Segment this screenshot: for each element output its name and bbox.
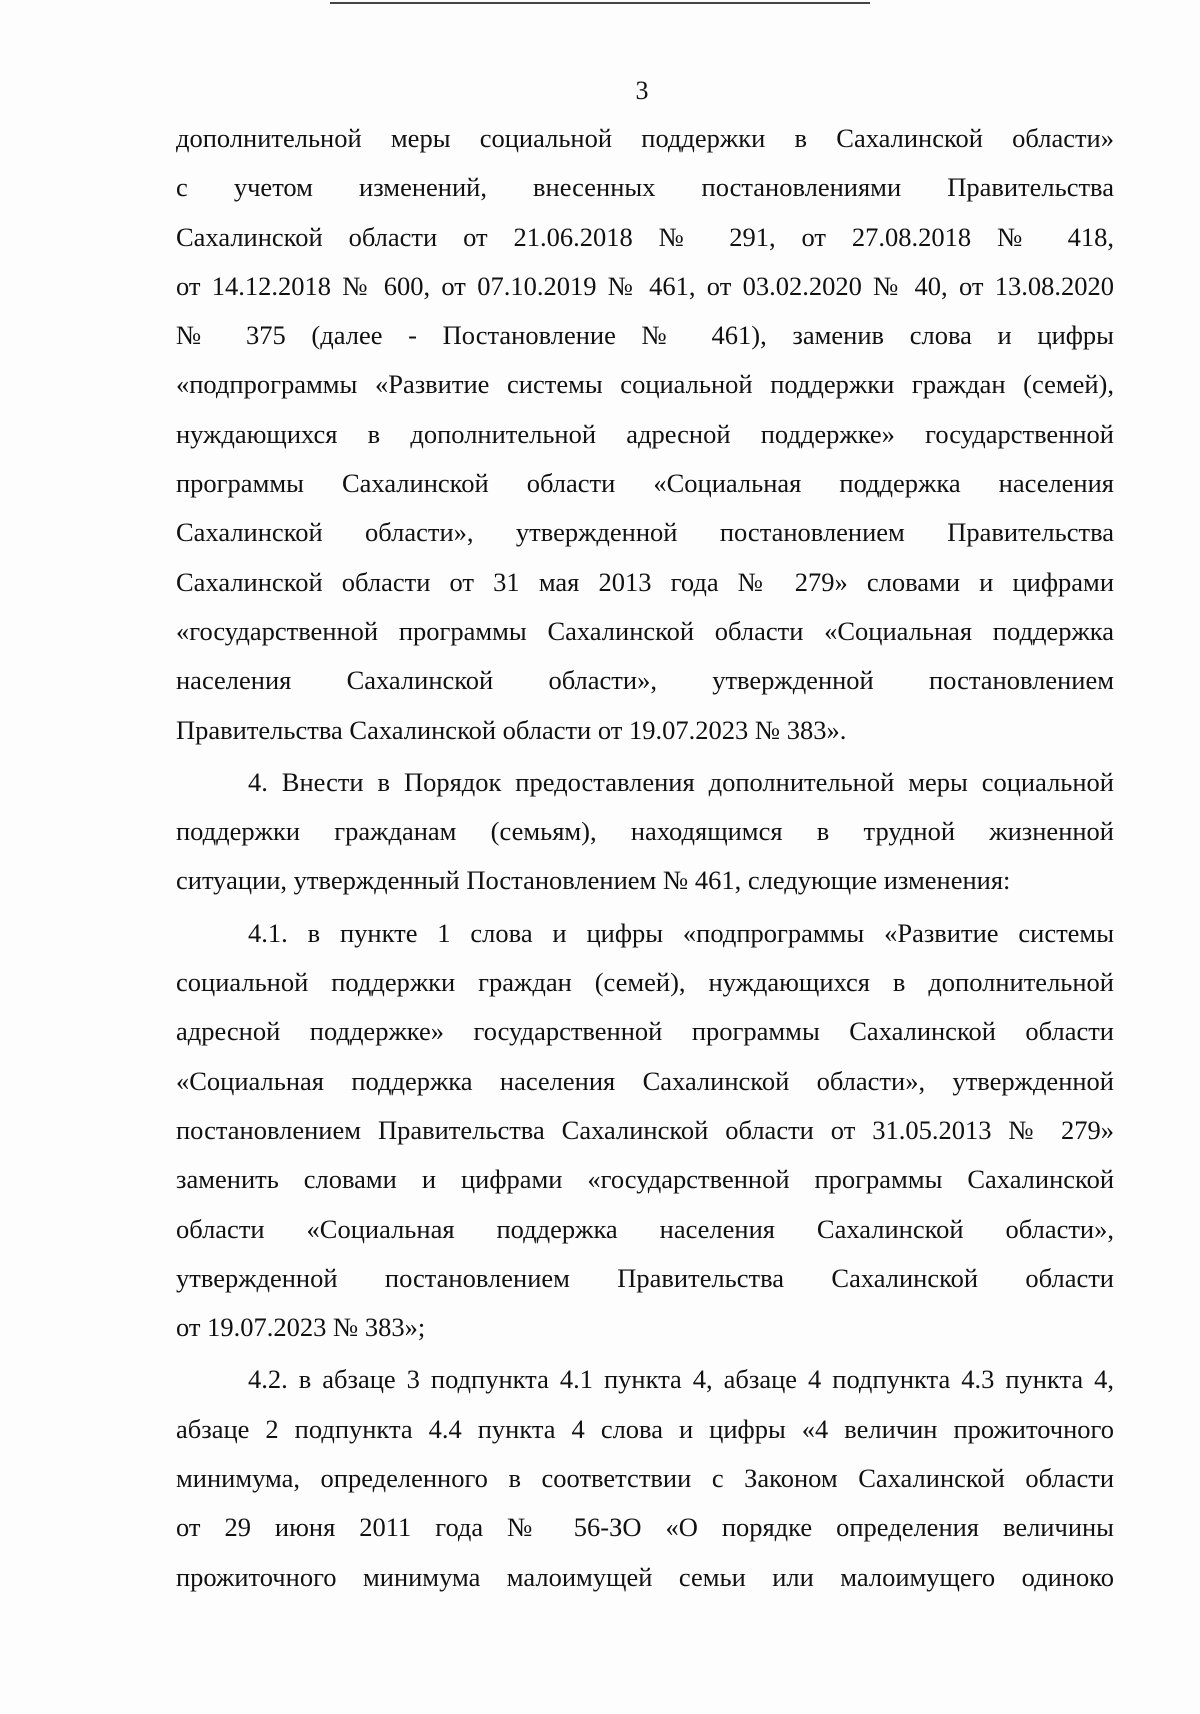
- text-line: 4. Внести в Порядок предоставления дополнительной меры социальной: [248, 766, 1114, 797]
- text-line: утвержденной постановлением Правительства Сахалинской области: [176, 1262, 1114, 1293]
- text-line: 4.1. в пункте 1 слова и цифры «подпрограммы «Развитие системы: [248, 917, 1114, 948]
- text-line: населения Сахалинской области», утвержденной постановлением: [176, 665, 1114, 696]
- text-line: дополнительной меры социальной поддержки в Сахалинской области»: [176, 123, 1114, 153]
- text-line: поддержки гражданам (семьям), находящимся в трудной жизненной: [176, 816, 1114, 847]
- text-line: программы Сахалинской области «Социальная поддержка населения: [176, 468, 1114, 499]
- text-line: Правительства Сахалинской области от 19.07.2023 № 383».: [176, 714, 847, 745]
- text-line: минимума, определенного в соответствии с Законом Сахалинской области: [176, 1463, 1114, 1494]
- text-line: № 375 (далее - Постановление № 461), заменив слова и цифры: [176, 320, 1114, 351]
- text-line: «государственной программы Сахалинской области «Социальная поддержка: [176, 615, 1114, 646]
- text-line: «подпрограммы «Развитие системы социальной поддержки граждан (семей),: [176, 369, 1114, 400]
- text-line: Сахалинской области», утвержденной постановлением Правительства: [176, 517, 1114, 548]
- text-line: от 19.07.2023 № 383»;: [176, 1312, 426, 1343]
- page-number: 3: [635, 76, 649, 105]
- text-line: прожиточного минимума малоимущей семьи или малоимущего одиноко: [176, 1561, 1114, 1592]
- text-line: ситуации, утвержденный Постановлением № 461, следующие изменения:: [176, 865, 1011, 896]
- top-rule: [330, 2, 870, 4]
- text-line: заменить словами и цифрами «государственной программы Сахалинской: [176, 1164, 1114, 1195]
- text-line: с учетом изменений, внесенных постановлениями Правительства: [176, 172, 1114, 203]
- text-line: 4.2. в абзаце 3 подпункта 4.1 пункта 4, абзаце 4 подпункта 4.3 пункта 4,: [248, 1364, 1114, 1395]
- text-line: абзаце 2 подпункта 4.4 пункта 4 слова и цифры «4 величин прожиточного: [176, 1413, 1114, 1444]
- text-line: постановлением Правительства Сахалинской области от 31.05.2013 № 279»: [176, 1114, 1114, 1145]
- text-line: от 14.12.2018 № 600, от 07.10.2019 № 461, от 03.02.2020 № 40, от 13.08.2020: [176, 270, 1114, 301]
- text-line: от 29 июня 2011 года № 56-ЗО «О порядке определения величины: [176, 1512, 1114, 1543]
- text-line: социальной поддержки граждан (семей), нуждающихся в дополнительной: [176, 967, 1114, 998]
- text-line: нуждающихся в дополнительной адресной поддержке» государственной: [176, 418, 1114, 449]
- text-line: области «Социальная поддержка населения Сахалинской области»,: [176, 1213, 1114, 1244]
- text-line: «Социальная поддержка населения Сахалинской области», утвержденной: [176, 1065, 1114, 1096]
- text-line: адресной поддержке» государственной программы Сахалинской области: [176, 1016, 1114, 1047]
- text-line: Сахалинской области от 21.06.2018 № 291, от 27.08.2018 № 418,: [176, 221, 1114, 252]
- document-body: [176, 114, 1114, 1602]
- text-line: Сахалинской области от 31 мая 2013 года № 279» словами и цифрами: [176, 566, 1114, 597]
